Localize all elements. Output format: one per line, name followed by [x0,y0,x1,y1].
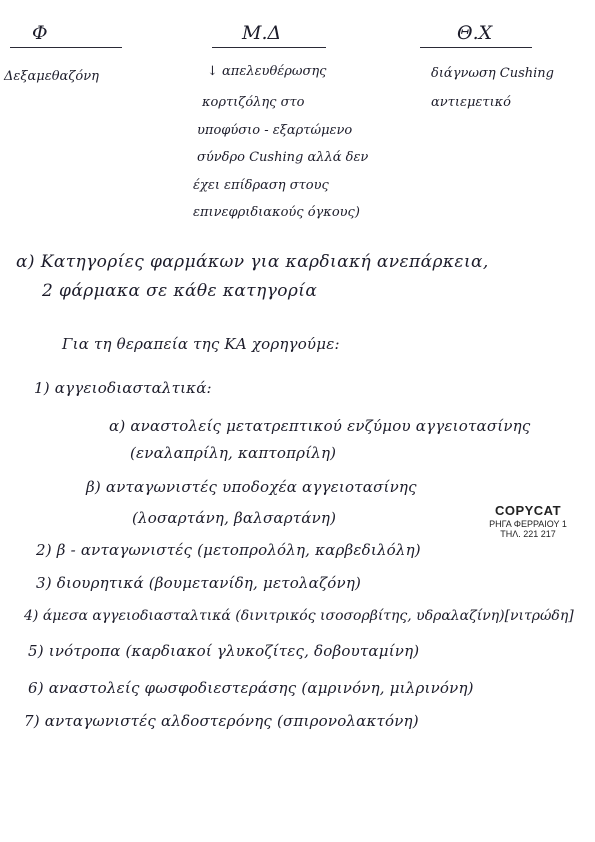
header-phi-underline [10,47,122,48]
col2-line: έχει επίδραση στους [193,178,329,193]
col3-line: αντιεμετικό [431,95,512,110]
question-line-1: α) Κατηγορίες φαρμάκων για καρδιακή ανεπάρκεια, [16,252,489,272]
col1-line: Δεξαμεθαζόνη [4,69,99,84]
list-item: β) ανταγωνιστές υποδοχέα αγγειοτασίνης [86,478,417,496]
stamp-title: COPYCAT [494,503,562,518]
stamp-phone: ΤΗΛ. 221 217 [500,529,556,539]
col2-line: επινεφριδιακούς όγκους) [193,205,360,220]
copycat-stamp [468,503,588,539]
header-md: Μ.Δ [242,22,282,44]
list-item: 7) ανταγωνιστές αλδοστερόνης (σπιρονολακτόνη) [24,712,419,730]
header-thx-underline [420,47,532,48]
list-item: 5) ινότροπα (καρδιακοί γλυκοζίτες, δοβουταμίνη) [28,642,420,660]
list-item: α) αναστολείς μετατρεπτικού ενζύμου αγγειοτασίνης [109,417,531,435]
intro-line: Για τη θεραπεία της ΚΑ χορηγούμε: [62,335,340,353]
col2-line: ↓ απελευθέρωσης [207,64,327,79]
question-line-2: 2 φάρμακα σε κάθε κατηγορία [42,281,318,301]
list-item: 3) διουρητικά (βουμετανίδη, μετολαζόνη) [36,574,362,592]
col2-line: υποφύσιο - εξαρτώμενο [197,123,353,138]
header-phi: Φ [32,22,48,44]
list-item: 2) β - ανταγωνιστές (μετοπρολόλη, καρβεδιλόλη) [36,541,421,559]
list-item: (εναλαπρίλη, καπτοπρίλη) [130,444,337,462]
list-item: (λοσαρτάνη, βαλσαρτάνη) [132,509,337,527]
col3-line: διάγνωση Cushing [431,66,554,81]
list-item: 1) αγγειοδιασταλτικά: [34,379,212,397]
list-item: 6) αναστολείς φωσφοδιεστεράσης (αμρινόνη, μιλρινόνη) [28,679,474,697]
header-thx: Θ.Χ [457,22,493,44]
col2-line: σύνδρο Cushing αλλά δεν [197,150,369,165]
header-md-underline [212,47,326,48]
list-item: 4) άμεσα αγγειοδιασταλτικά (δινιτρικός ισοσορβίτης, υδραλαζίνη)[νιτρώδη] [24,608,574,624]
col2-line: κορτιζόλης στο [202,95,305,110]
stamp-address: ΡΗΓΑ ΦΕΡΡΑΙΟΥ 1 [489,519,567,529]
